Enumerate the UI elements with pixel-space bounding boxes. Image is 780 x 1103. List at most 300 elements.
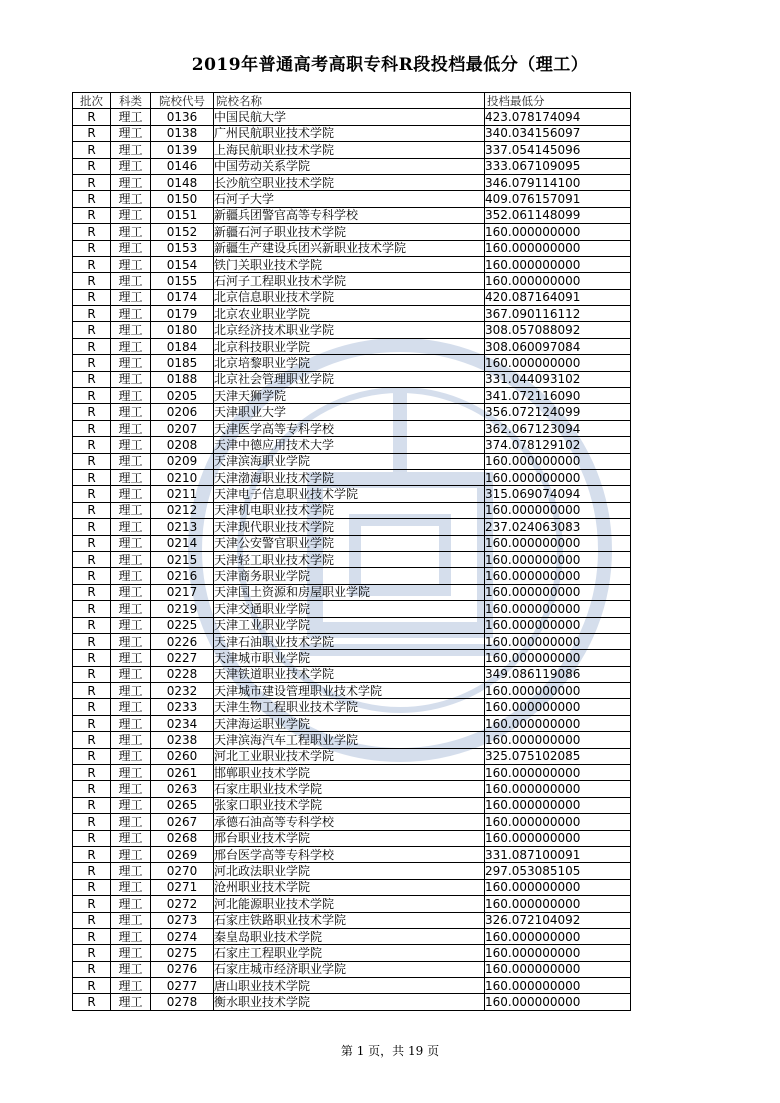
table-row xyxy=(73,699,631,715)
cell-school-name: 天津医学高等专科学校 xyxy=(214,420,485,436)
cell-school-code: 0263 xyxy=(151,781,214,797)
cell-school-code: 0136 xyxy=(151,109,214,125)
cell-school-name: 邯郸职业技术学院 xyxy=(214,765,485,781)
table-row xyxy=(73,109,631,125)
cell-batch: R xyxy=(73,125,111,141)
cell-batch: R xyxy=(73,633,111,649)
table-row xyxy=(73,207,631,223)
cell-school-name: 天津商务职业学院 xyxy=(214,568,485,584)
cell-batch: R xyxy=(73,896,111,912)
cell-batch: R xyxy=(73,568,111,584)
cell-school-code: 0153 xyxy=(151,240,214,256)
cell-category: 理工 xyxy=(111,896,151,912)
table-row xyxy=(73,830,631,846)
cell-batch: R xyxy=(73,355,111,371)
cell-school-name: 中国劳动关系学院 xyxy=(214,158,485,174)
cell-category: 理工 xyxy=(111,338,151,354)
cell-min-score: 160.000000000 xyxy=(485,978,631,994)
table-row xyxy=(73,535,631,551)
cell-batch: R xyxy=(73,797,111,813)
cell-school-name: 北京社会管理职业学院 xyxy=(214,371,485,387)
cell-school-code: 0146 xyxy=(151,158,214,174)
cell-category: 理工 xyxy=(111,453,151,469)
cell-batch: R xyxy=(73,469,111,485)
cell-category: 理工 xyxy=(111,469,151,485)
table-row xyxy=(73,666,631,682)
cell-min-score: 160.000000000 xyxy=(485,765,631,781)
cell-school-code: 0211 xyxy=(151,486,214,502)
cell-school-name: 石家庄城市经济职业学院 xyxy=(214,961,485,977)
cell-school-name: 秦皇岛职业技术学院 xyxy=(214,928,485,944)
table-row xyxy=(73,158,631,174)
table-row xyxy=(73,306,631,322)
cell-school-name: 天津生物工程职业技术学院 xyxy=(214,699,485,715)
cell-school-code: 0274 xyxy=(151,928,214,944)
cell-category: 理工 xyxy=(111,519,151,535)
table-row xyxy=(73,732,631,748)
cell-category: 理工 xyxy=(111,765,151,781)
cell-batch: R xyxy=(73,256,111,272)
cell-batch: R xyxy=(73,240,111,256)
cell-school-name: 衡水职业技术学院 xyxy=(214,994,485,1010)
cell-school-code: 0267 xyxy=(151,814,214,830)
cell-school-name: 天津轻工职业技术学院 xyxy=(214,551,485,567)
table-row xyxy=(73,502,631,518)
table-row xyxy=(73,273,631,289)
cell-school-code: 0138 xyxy=(151,125,214,141)
cell-school-name: 天津渤海职业技术学院 xyxy=(214,469,485,485)
cell-batch: R xyxy=(73,338,111,354)
cell-min-score: 356.072124099 xyxy=(485,404,631,420)
cell-school-code: 0215 xyxy=(151,551,214,567)
cell-school-name: 天津石油职业技术学院 xyxy=(214,633,485,649)
table-header-row xyxy=(73,93,631,109)
cell-category: 理工 xyxy=(111,781,151,797)
cell-category: 理工 xyxy=(111,502,151,518)
table-row xyxy=(73,142,631,158)
cell-category: 理工 xyxy=(111,371,151,387)
cell-school-code: 0152 xyxy=(151,224,214,240)
table-row xyxy=(73,256,631,272)
cell-min-score: 160.000000000 xyxy=(485,928,631,944)
cell-school-code: 0268 xyxy=(151,830,214,846)
cell-min-score: 423.078174094 xyxy=(485,109,631,125)
table-row xyxy=(73,289,631,305)
cell-min-score: 349.086119086 xyxy=(485,666,631,682)
table-row xyxy=(73,224,631,240)
cell-category: 理工 xyxy=(111,666,151,682)
cell-school-name: 新疆石河子职业技术学院 xyxy=(214,224,485,240)
cell-school-name: 天津电子信息职业技术学院 xyxy=(214,486,485,502)
table-row xyxy=(73,994,631,1010)
cell-category: 理工 xyxy=(111,568,151,584)
cell-school-name: 天津工业职业学院 xyxy=(214,617,485,633)
cell-school-name: 天津天狮学院 xyxy=(214,388,485,404)
cell-batch: R xyxy=(73,289,111,305)
cell-batch: R xyxy=(73,584,111,600)
table-row xyxy=(73,945,631,961)
cell-category: 理工 xyxy=(111,420,151,436)
table-row xyxy=(73,453,631,469)
cell-school-code: 0260 xyxy=(151,748,214,764)
cell-batch: R xyxy=(73,420,111,436)
cell-min-score: 160.000000000 xyxy=(485,945,631,961)
table-row xyxy=(73,781,631,797)
cell-min-score: 374.078129102 xyxy=(485,437,631,453)
cell-category: 理工 xyxy=(111,928,151,944)
cell-school-name: 张家口职业技术学院 xyxy=(214,797,485,813)
cell-school-code: 0180 xyxy=(151,322,214,338)
cell-batch: R xyxy=(73,961,111,977)
cell-min-score: 237.024063083 xyxy=(485,519,631,535)
cell-min-score: 160.000000000 xyxy=(485,814,631,830)
cell-school-name: 北京科技职业学院 xyxy=(214,338,485,354)
cell-school-code: 0214 xyxy=(151,535,214,551)
table-row xyxy=(73,388,631,404)
table-row xyxy=(73,191,631,207)
cell-batch: R xyxy=(73,142,111,158)
table-row xyxy=(73,912,631,928)
table-row xyxy=(73,551,631,567)
cell-school-name: 天津城市职业学院 xyxy=(214,650,485,666)
cell-category: 理工 xyxy=(111,978,151,994)
cell-school-code: 0225 xyxy=(151,617,214,633)
cell-min-score: 160.000000000 xyxy=(485,584,631,600)
cell-batch: R xyxy=(73,863,111,879)
cell-min-score: 160.000000000 xyxy=(485,355,631,371)
cell-batch: R xyxy=(73,371,111,387)
cell-batch: R xyxy=(73,158,111,174)
cell-school-name: 沧州职业技术学院 xyxy=(214,879,485,895)
cell-min-score: 367.090116112 xyxy=(485,306,631,322)
cell-min-score: 160.000000000 xyxy=(485,469,631,485)
cell-batch: R xyxy=(73,748,111,764)
cell-category: 理工 xyxy=(111,863,151,879)
cell-school-code: 0219 xyxy=(151,601,214,617)
cell-school-code: 0207 xyxy=(151,420,214,436)
cell-batch: R xyxy=(73,207,111,223)
cell-category: 理工 xyxy=(111,289,151,305)
cell-school-code: 0216 xyxy=(151,568,214,584)
table-row xyxy=(73,519,631,535)
cell-school-name: 新疆生产建设兵团兴新职业技术学院 xyxy=(214,240,485,256)
cell-school-code: 0206 xyxy=(151,404,214,420)
cell-school-name: 北京经济技术职业学院 xyxy=(214,322,485,338)
header-batch: 批次 xyxy=(73,93,111,109)
cell-min-score: 331.087100091 xyxy=(485,846,631,862)
cell-school-name: 承德石油高等专科学校 xyxy=(214,814,485,830)
cell-category: 理工 xyxy=(111,437,151,453)
cell-school-code: 0238 xyxy=(151,732,214,748)
cell-min-score: 340.034156097 xyxy=(485,125,631,141)
cell-category: 理工 xyxy=(111,879,151,895)
cell-school-name: 邢台医学高等专科学校 xyxy=(214,846,485,862)
cell-category: 理工 xyxy=(111,404,151,420)
table-row xyxy=(73,879,631,895)
cell-batch: R xyxy=(73,273,111,289)
table-row xyxy=(73,846,631,862)
table-row xyxy=(73,748,631,764)
cell-school-code: 0179 xyxy=(151,306,214,322)
cell-school-name: 天津城市建设管理职业技术学院 xyxy=(214,683,485,699)
cell-category: 理工 xyxy=(111,158,151,174)
cell-min-score: 337.054145096 xyxy=(485,142,631,158)
cell-category: 理工 xyxy=(111,388,151,404)
cell-batch: R xyxy=(73,994,111,1010)
cell-category: 理工 xyxy=(111,142,151,158)
cell-min-score: 362.067123094 xyxy=(485,420,631,436)
cell-school-code: 0188 xyxy=(151,371,214,387)
cell-school-name: 邢台职业技术学院 xyxy=(214,830,485,846)
cell-min-score: 160.000000000 xyxy=(485,273,631,289)
cell-min-score: 160.000000000 xyxy=(485,732,631,748)
cell-school-code: 0273 xyxy=(151,912,214,928)
cell-min-score: 308.060097084 xyxy=(485,338,631,354)
cell-category: 理工 xyxy=(111,961,151,977)
table-row xyxy=(73,650,631,666)
cell-category: 理工 xyxy=(111,535,151,551)
cell-school-name: 石家庄职业技术学院 xyxy=(214,781,485,797)
cell-min-score: 308.057088092 xyxy=(485,322,631,338)
cell-school-code: 0272 xyxy=(151,896,214,912)
cell-min-score: 160.000000000 xyxy=(485,797,631,813)
cell-school-name: 河北能源职业技术学院 xyxy=(214,896,485,912)
cell-school-code: 0150 xyxy=(151,191,214,207)
cell-school-name: 北京农业职业学院 xyxy=(214,306,485,322)
cell-min-score: 160.000000000 xyxy=(485,896,631,912)
table-row xyxy=(73,928,631,944)
table-row xyxy=(73,355,631,371)
cell-school-name: 北京培黎职业学院 xyxy=(214,355,485,371)
cell-school-name: 广州民航职业技术学院 xyxy=(214,125,485,141)
cell-min-score: 326.072104092 xyxy=(485,912,631,928)
cell-school-code: 0154 xyxy=(151,256,214,272)
cell-school-code: 0234 xyxy=(151,715,214,731)
cell-category: 理工 xyxy=(111,273,151,289)
cell-batch: R xyxy=(73,224,111,240)
cell-school-name: 天津公安警官职业学院 xyxy=(214,535,485,551)
cell-school-name: 天津国土资源和房屋职业学院 xyxy=(214,584,485,600)
cell-category: 理工 xyxy=(111,601,151,617)
cell-school-code: 0155 xyxy=(151,273,214,289)
cell-school-name: 天津铁道职业技术学院 xyxy=(214,666,485,682)
cell-min-score: 325.075102085 xyxy=(485,748,631,764)
cell-batch: R xyxy=(73,322,111,338)
table-row xyxy=(73,633,631,649)
cell-category: 理工 xyxy=(111,306,151,322)
cell-batch: R xyxy=(73,404,111,420)
cell-batch: R xyxy=(73,519,111,535)
table-row xyxy=(73,797,631,813)
cell-school-code: 0174 xyxy=(151,289,214,305)
table-row xyxy=(73,469,631,485)
cell-school-code: 0275 xyxy=(151,945,214,961)
cell-school-name: 北京信息职业技术学院 xyxy=(214,289,485,305)
cell-batch: R xyxy=(73,846,111,862)
cell-category: 理工 xyxy=(111,748,151,764)
cell-category: 理工 xyxy=(111,207,151,223)
cell-school-code: 0213 xyxy=(151,519,214,535)
table-row xyxy=(73,617,631,633)
cell-category: 理工 xyxy=(111,109,151,125)
cell-batch: R xyxy=(73,699,111,715)
cell-category: 理工 xyxy=(111,830,151,846)
cell-min-score: 160.000000000 xyxy=(485,551,631,567)
cell-batch: R xyxy=(73,388,111,404)
cell-school-code: 0277 xyxy=(151,978,214,994)
cell-batch: R xyxy=(73,617,111,633)
cell-batch: R xyxy=(73,814,111,830)
cell-batch: R xyxy=(73,535,111,551)
cell-batch: R xyxy=(73,830,111,846)
cell-school-code: 0209 xyxy=(151,453,214,469)
cell-min-score: 160.000000000 xyxy=(485,650,631,666)
table-row xyxy=(73,896,631,912)
cell-min-score: 160.000000000 xyxy=(485,994,631,1010)
cell-school-code: 0276 xyxy=(151,961,214,977)
table-row xyxy=(73,240,631,256)
cell-category: 理工 xyxy=(111,633,151,649)
cell-school-name: 天津机电职业技术学院 xyxy=(214,502,485,518)
cell-min-score: 315.069074094 xyxy=(485,486,631,502)
cell-category: 理工 xyxy=(111,617,151,633)
cell-school-name: 石河子工程职业技术学院 xyxy=(214,273,485,289)
cell-min-score: 160.000000000 xyxy=(485,535,631,551)
cell-category: 理工 xyxy=(111,683,151,699)
cell-school-code: 0271 xyxy=(151,879,214,895)
cell-category: 理工 xyxy=(111,256,151,272)
cell-batch: R xyxy=(73,453,111,469)
cell-min-score: 160.000000000 xyxy=(485,961,631,977)
cell-school-code: 0210 xyxy=(151,469,214,485)
cell-category: 理工 xyxy=(111,322,151,338)
cell-school-name: 中国民航大学 xyxy=(214,109,485,125)
table-row xyxy=(73,584,631,600)
cell-school-code: 0151 xyxy=(151,207,214,223)
cell-school-code: 0139 xyxy=(151,142,214,158)
cell-category: 理工 xyxy=(111,584,151,600)
cell-school-name: 河北工业职业技术学院 xyxy=(214,748,485,764)
cell-min-score: 333.067109095 xyxy=(485,158,631,174)
table-row xyxy=(73,715,631,731)
score-table xyxy=(72,92,631,1011)
cell-batch: R xyxy=(73,683,111,699)
cell-category: 理工 xyxy=(111,912,151,928)
cell-min-score: 160.000000000 xyxy=(485,633,631,649)
cell-batch: R xyxy=(73,765,111,781)
cell-school-name: 天津滨海职业学院 xyxy=(214,453,485,469)
cell-batch: R xyxy=(73,945,111,961)
cell-category: 理工 xyxy=(111,846,151,862)
cell-school-code: 0269 xyxy=(151,846,214,862)
cell-school-name: 石家庄工程职业学院 xyxy=(214,945,485,961)
table-row xyxy=(73,765,631,781)
header-min-score: 投档最低分 xyxy=(485,93,631,109)
cell-category: 理工 xyxy=(111,551,151,567)
cell-min-score: 160.000000000 xyxy=(485,240,631,256)
cell-min-score: 160.000000000 xyxy=(485,879,631,895)
cell-school-code: 0205 xyxy=(151,388,214,404)
table-row xyxy=(73,978,631,994)
cell-school-code: 0212 xyxy=(151,502,214,518)
header-school-code: 院校代号 xyxy=(151,93,214,109)
cell-category: 理工 xyxy=(111,715,151,731)
cell-category: 理工 xyxy=(111,732,151,748)
cell-school-name: 唐山职业技术学院 xyxy=(214,978,485,994)
cell-min-score: 409.076157091 xyxy=(485,191,631,207)
cell-school-code: 0148 xyxy=(151,174,214,190)
cell-category: 理工 xyxy=(111,486,151,502)
cell-category: 理工 xyxy=(111,355,151,371)
cell-category: 理工 xyxy=(111,945,151,961)
header-category: 科类 xyxy=(111,93,151,109)
cell-category: 理工 xyxy=(111,797,151,813)
cell-school-code: 0265 xyxy=(151,797,214,813)
cell-min-score: 160.000000000 xyxy=(485,830,631,846)
cell-batch: R xyxy=(73,912,111,928)
table-row xyxy=(73,601,631,617)
cell-min-score: 352.061148099 xyxy=(485,207,631,223)
table-row xyxy=(73,338,631,354)
cell-min-score: 160.000000000 xyxy=(485,601,631,617)
cell-school-code: 0278 xyxy=(151,994,214,1010)
cell-school-name: 上海民航职业技术学院 xyxy=(214,142,485,158)
cell-school-name: 天津滨海汽车工程职业学院 xyxy=(214,732,485,748)
page-footer: 第 1 页，共 19 页 xyxy=(340,1044,440,1058)
cell-batch: R xyxy=(73,978,111,994)
cell-school-code: 0185 xyxy=(151,355,214,371)
cell-category: 理工 xyxy=(111,125,151,141)
cell-school-name: 天津中德应用技术大学 xyxy=(214,437,485,453)
cell-batch: R xyxy=(73,551,111,567)
cell-batch: R xyxy=(73,601,111,617)
cell-min-score: 160.000000000 xyxy=(485,453,631,469)
cell-min-score: 346.079114100 xyxy=(485,174,631,190)
cell-min-score: 160.000000000 xyxy=(485,224,631,240)
cell-school-code: 0227 xyxy=(151,650,214,666)
cell-batch: R xyxy=(73,486,111,502)
cell-batch: R xyxy=(73,732,111,748)
cell-min-score: 160.000000000 xyxy=(485,568,631,584)
cell-min-score: 160.000000000 xyxy=(485,781,631,797)
cell-school-code: 0270 xyxy=(151,863,214,879)
cell-min-score: 160.000000000 xyxy=(485,256,631,272)
table-row xyxy=(73,125,631,141)
cell-min-score: 160.000000000 xyxy=(485,715,631,731)
cell-school-name: 河北政法职业学院 xyxy=(214,863,485,879)
cell-min-score: 341.072116090 xyxy=(485,388,631,404)
table-row xyxy=(73,437,631,453)
cell-school-name: 长沙航空职业技术学院 xyxy=(214,174,485,190)
cell-category: 理工 xyxy=(111,174,151,190)
cell-min-score: 297.053085105 xyxy=(485,863,631,879)
cell-min-score: 420.087164091 xyxy=(485,289,631,305)
cell-school-code: 0217 xyxy=(151,584,214,600)
table-row xyxy=(73,404,631,420)
cell-school-name: 天津交通职业学院 xyxy=(214,601,485,617)
cell-school-name: 石河子大学 xyxy=(214,191,485,207)
cell-category: 理工 xyxy=(111,240,151,256)
table-row xyxy=(73,814,631,830)
cell-school-name: 天津职业大学 xyxy=(214,404,485,420)
cell-school-code: 0184 xyxy=(151,338,214,354)
cell-category: 理工 xyxy=(111,994,151,1010)
cell-school-name: 天津现代职业技术学院 xyxy=(214,519,485,535)
table-row xyxy=(73,863,631,879)
cell-batch: R xyxy=(73,109,111,125)
cell-batch: R xyxy=(73,191,111,207)
cell-batch: R xyxy=(73,781,111,797)
